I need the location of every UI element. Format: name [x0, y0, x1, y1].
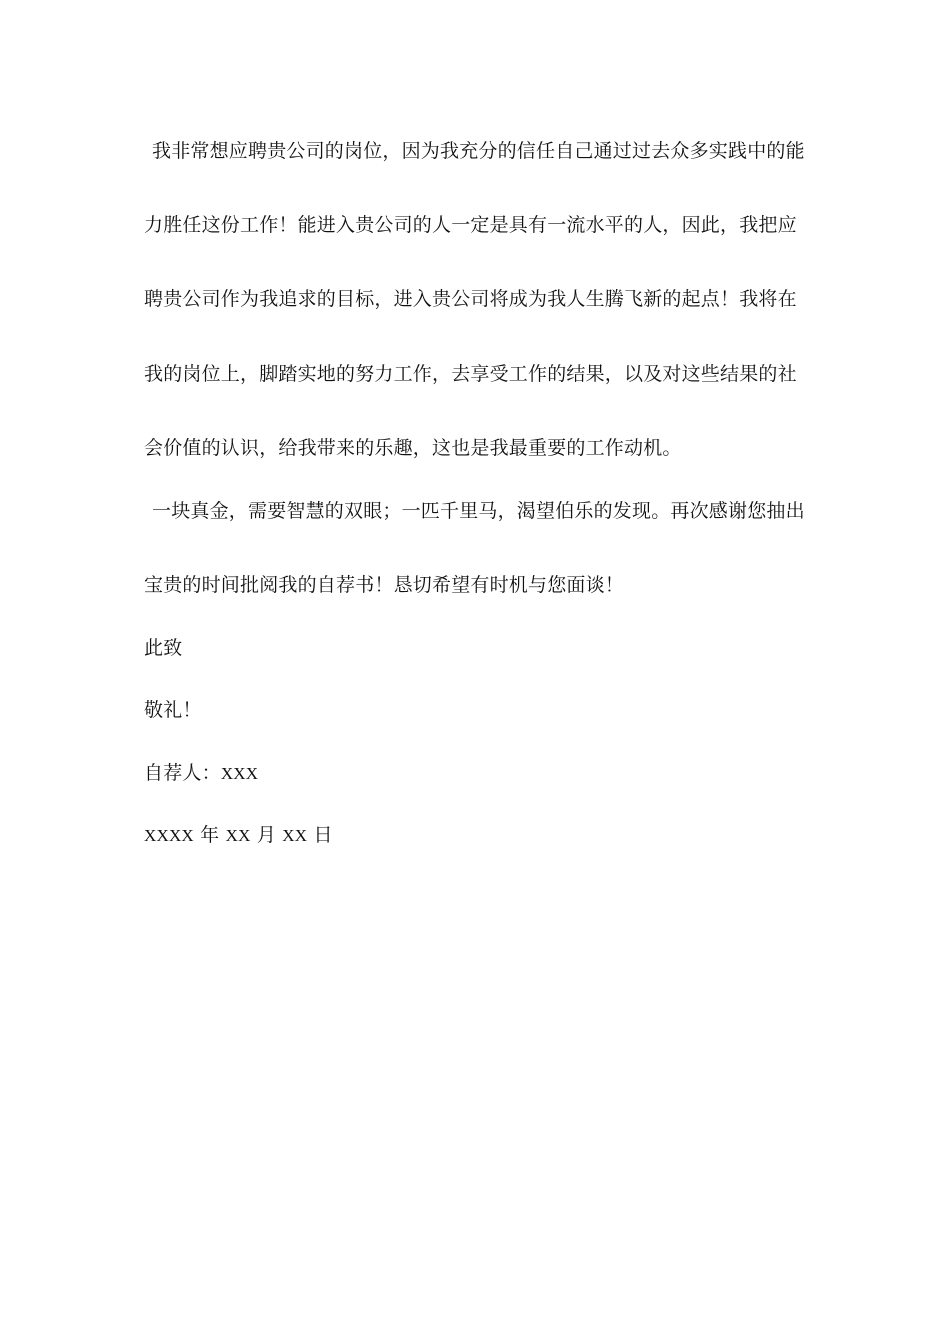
paragraph-1-line-4: 我的岗位上，脚踏实地的努力工作，去享受工作的结果，以及对这些结果的社: [144, 363, 797, 385]
date-day-unit: 日: [313, 824, 333, 846]
paragraph-1-line-1: 我非常想应聘贵公司的岗位，因为我充分的信任自己通过过去众多实践中的能: [152, 140, 805, 162]
date-year-unit: 年: [200, 824, 220, 846]
date-year: XXXX: [144, 826, 194, 845]
signer-label: 自荐人：: [144, 762, 221, 784]
paragraph-2-line-1: 一块真金，需要智慧的双眼；一匹千里马，渴望伯乐的发现。再次感谢您抽出: [152, 500, 805, 522]
date-day: XX: [282, 826, 308, 845]
signer-name: XXX: [220, 764, 259, 783]
salutation-line-1: 此致: [144, 637, 183, 659]
paragraph-1-line-3: 聘贵公司作为我追求的目标，进入贵公司将成为我人生腾飞新的起点！我将在: [144, 288, 797, 310]
date-line: [144, 822, 333, 849]
paragraph-2-line-2: 宝贵的时间批阅我的自荐书！恳切希望有时机与您面谈！: [144, 574, 625, 596]
paragraph-1-line-2: 力胜任这份工作！能进入贵公司的人一定是具有一流水平的人，因此，我把应: [144, 214, 797, 236]
salutation-line-2: 敬礼！: [144, 699, 202, 721]
signer-line: [144, 760, 258, 787]
paragraph-1-line-5: 会价值的认识，给我带来的乐趣，这也是我最重要的工作动机。: [144, 437, 682, 459]
date-month-unit: 月: [256, 824, 277, 846]
date-month: XX: [225, 826, 251, 845]
